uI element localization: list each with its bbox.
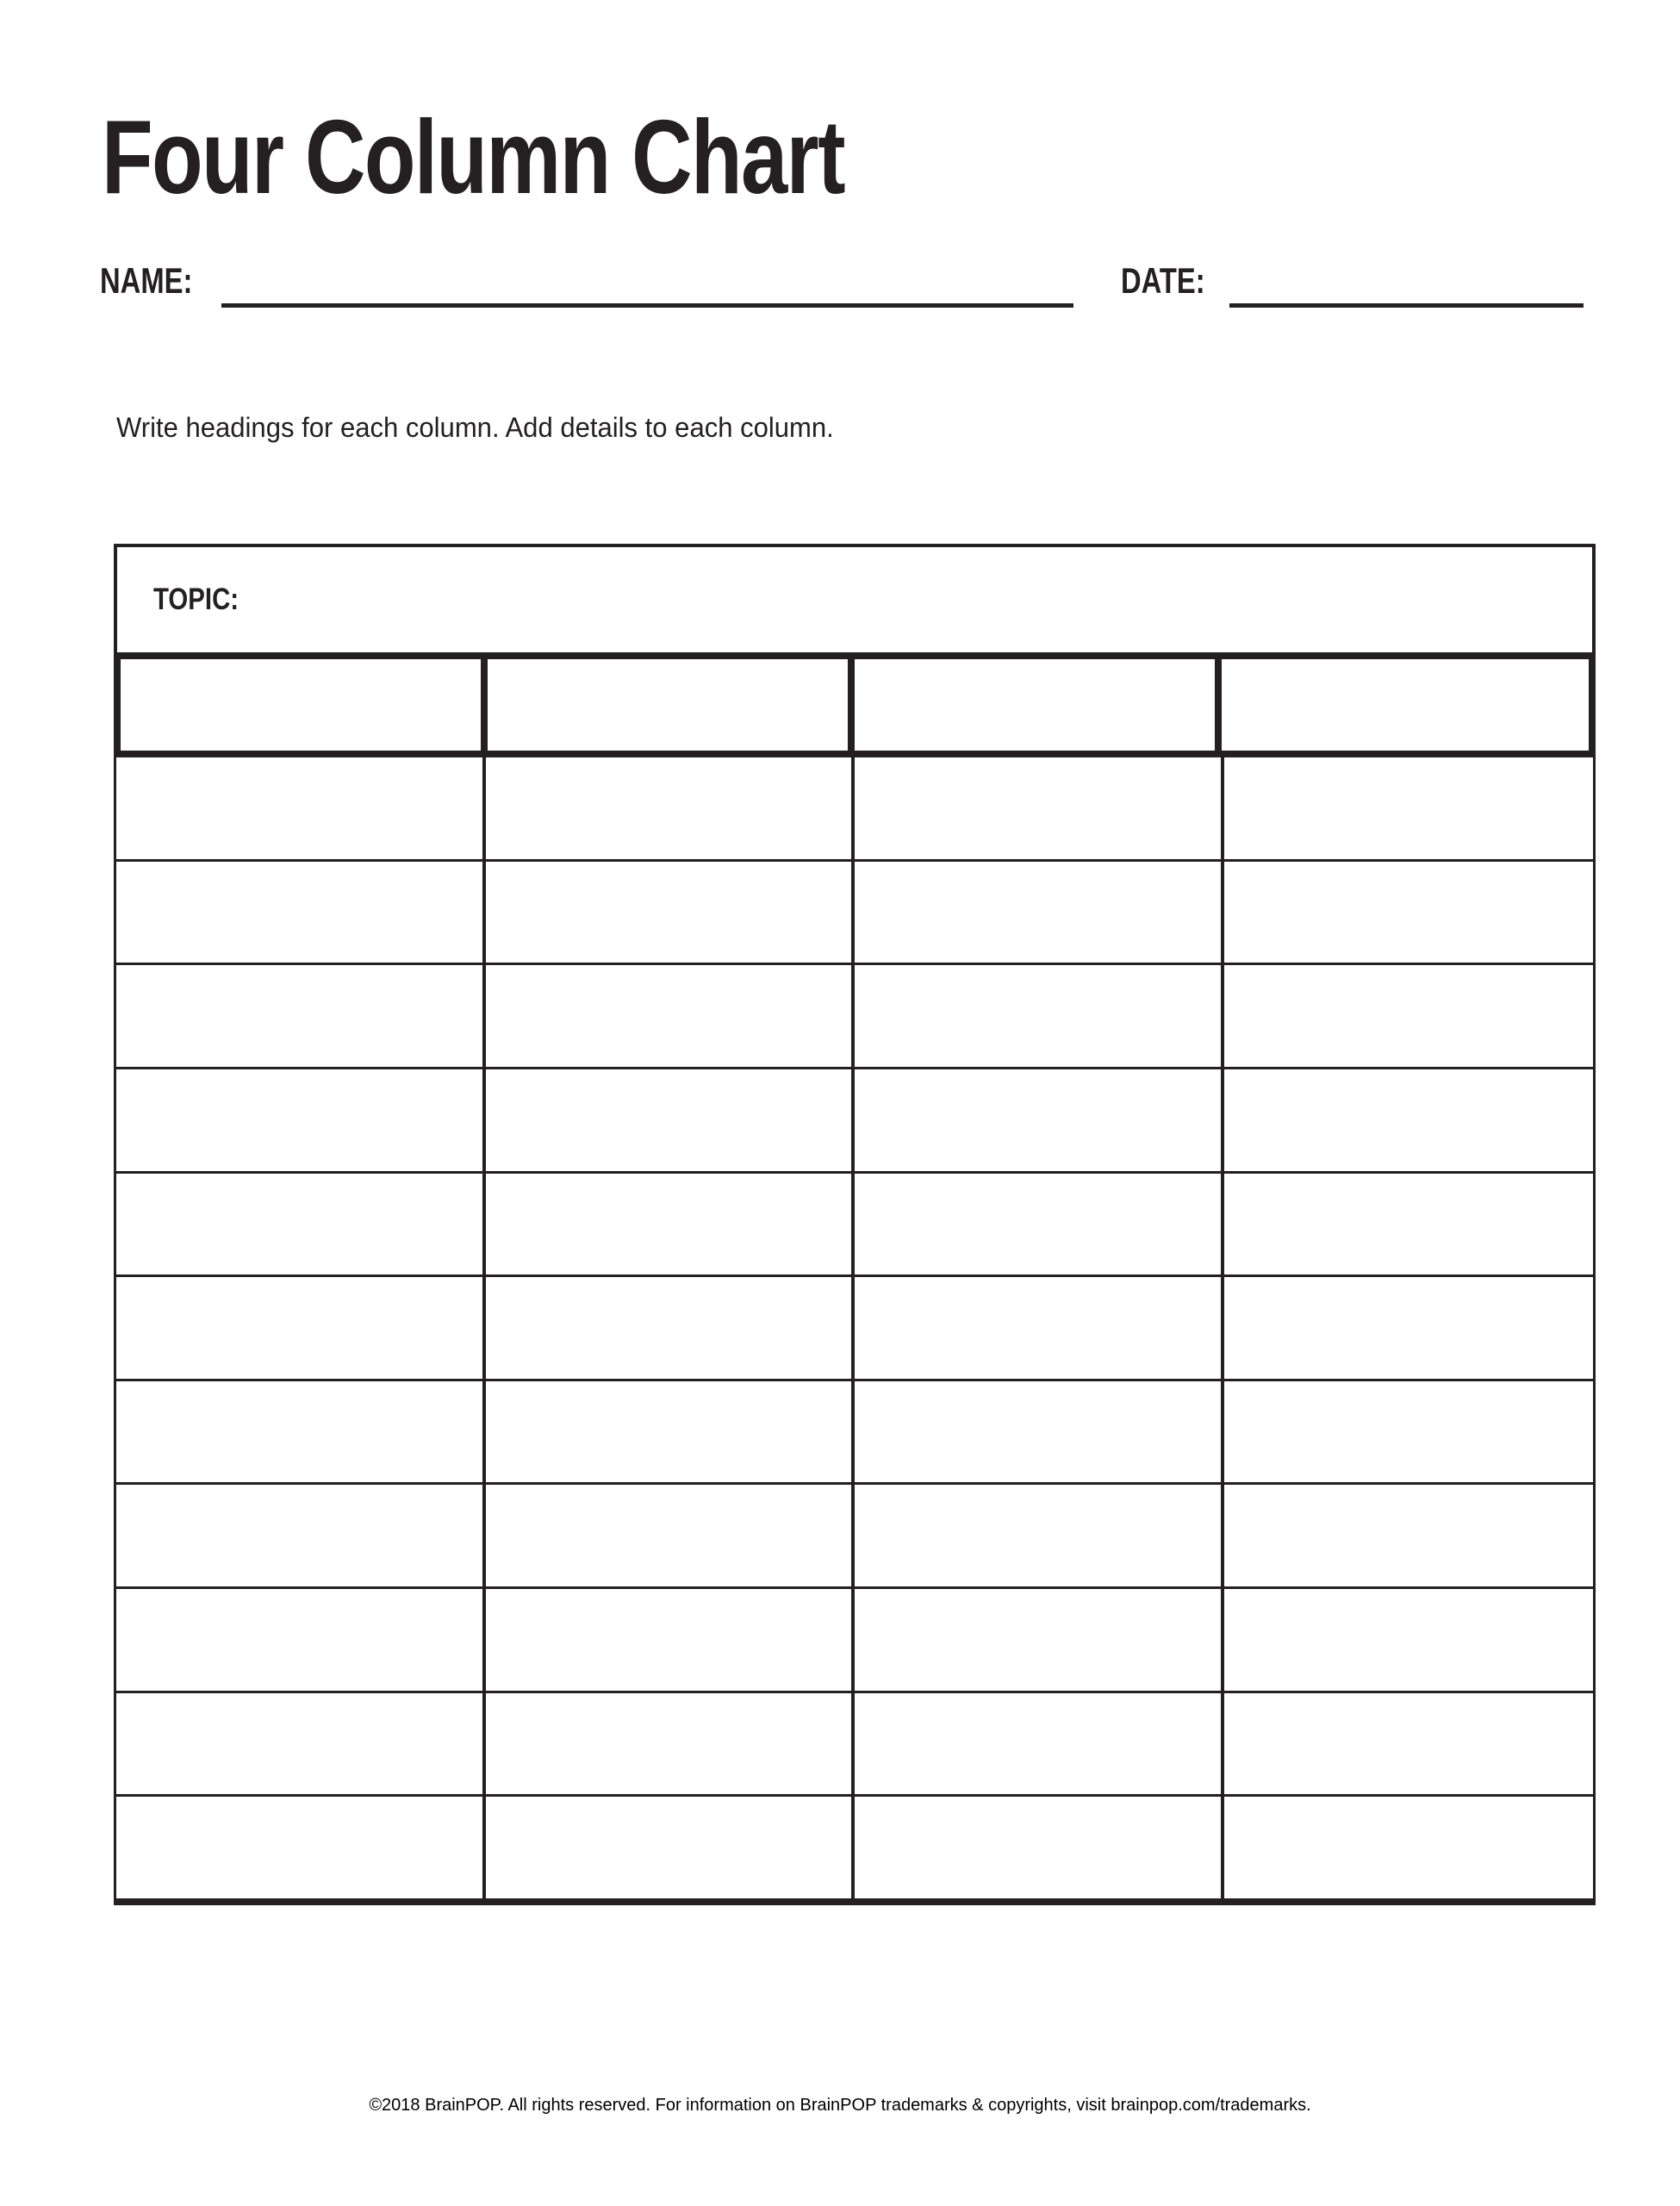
table-cell: [116, 1797, 486, 1898]
column-header-cell: [1222, 659, 1589, 751]
table-cell: [486, 1174, 856, 1275]
table-cell: [855, 862, 1224, 963]
table-cell: [855, 965, 1224, 1067]
table-cell: [486, 965, 856, 1067]
table-row: [116, 1277, 1593, 1381]
table-row: [116, 1069, 1593, 1174]
table-cell: [1224, 965, 1594, 1067]
table-cell: [486, 1589, 856, 1691]
table-row: [116, 1174, 1593, 1278]
table-cell: [116, 862, 486, 963]
table-cell: [116, 965, 486, 1067]
column-header-cell: [121, 659, 488, 751]
table-cell: [486, 1693, 856, 1795]
table-cell: [486, 757, 856, 859]
date-fill-line: [1229, 303, 1584, 308]
topic-label: TOPIC:: [153, 583, 240, 616]
name-label: NAME:: [100, 260, 193, 301]
table-cell: [855, 757, 1224, 859]
table-cell: [1224, 1174, 1594, 1275]
table-cell: [855, 1797, 1224, 1898]
table-cell: [486, 862, 856, 963]
table-cell: [855, 1069, 1224, 1171]
table-cell: [486, 1069, 856, 1171]
table-cell: [1224, 1381, 1594, 1483]
table-cell: [1224, 1589, 1594, 1691]
four-column-chart-table: [114, 544, 1596, 1905]
column-header-cell: [488, 659, 855, 751]
table-cell: [486, 1277, 856, 1379]
table-cell: [486, 1797, 856, 1898]
instruction-text: Write headings for each column. Add details to each column.: [116, 412, 834, 443]
table-cell: [855, 1381, 1224, 1483]
table-cell: [1224, 1693, 1594, 1795]
table-cell: [116, 1693, 486, 1795]
table-row: [116, 1797, 1593, 1898]
table-row: [116, 1485, 1593, 1589]
table-cell: [1224, 1485, 1594, 1586]
table-cell: [1224, 1797, 1594, 1898]
table-cell: [116, 1277, 486, 1379]
table-cell: [486, 1485, 856, 1586]
topic-box: [114, 544, 1596, 652]
page-title: Four Column Chart: [102, 98, 844, 215]
table-cell: [116, 1485, 486, 1586]
table-row: [116, 1693, 1593, 1798]
table-row: [116, 965, 1593, 1069]
table-cell: [1224, 757, 1594, 859]
table-row: [116, 1589, 1593, 1693]
table-cell: [855, 1174, 1224, 1275]
column-headers-row: [114, 652, 1596, 757]
table-cell: [855, 1693, 1224, 1795]
name-fill-line: [221, 303, 1073, 308]
table-cell: [1224, 862, 1594, 963]
table-cell: [116, 1589, 486, 1691]
table-cell: [1224, 1069, 1594, 1171]
table-cell: [1224, 1277, 1594, 1379]
table-cell: [486, 1381, 856, 1483]
table-cell: [855, 1277, 1224, 1379]
table-cell: [116, 1381, 486, 1483]
table-body: [114, 757, 1596, 1905]
table-row: [116, 757, 1593, 862]
table-cell: [116, 1174, 486, 1275]
table-cell: [855, 1589, 1224, 1691]
copyright-footer: ©2018 BrainPOP. All rights reserved. For information on BrainPOP trademarks & copyrights, visit brainpop.com/trademarks.: [369, 2096, 1311, 2115]
date-label: DATE:: [1121, 260, 1205, 301]
table-cell: [855, 1485, 1224, 1586]
table-cell: [116, 1069, 486, 1171]
table-cell: [116, 757, 486, 859]
table-row: [116, 862, 1593, 966]
column-header-cell: [855, 659, 1222, 751]
table-row: [116, 1381, 1593, 1486]
